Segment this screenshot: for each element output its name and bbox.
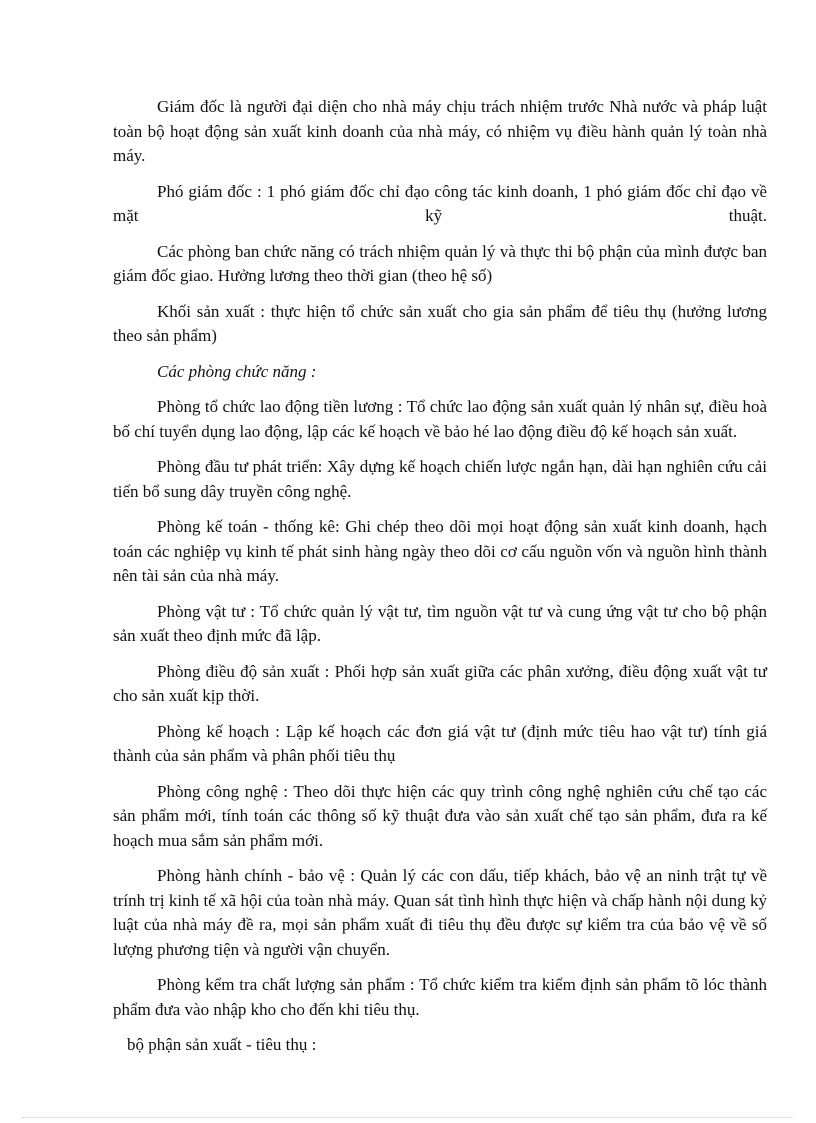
paragraph-director: Giám đốc là người đại diện cho nhà máy chịu trách nhiệm trước Nhà nước và pháp luật toàn bộ hoạt động sản xuất kinh doanh của nhà máy, có nhiệm vụ điều hành quản lý toàn nhà máy.: [113, 97, 767, 165]
paragraph-admin-security-room: Phòng hành chính - bảo vệ : Quản lý các con dấu, tiếp khách, bảo vệ an ninh trật tự về trính trị kinh tế xã hội của toàn nhà máy. Quan sát tình hình thực hiện và chấp hành nội dung kỷ luật của nhà máy đề ra, mọi sản phẩm xuất đi tiêu thụ đều được sự kiểm tra của bảo vệ về số lượng phương tiện và người vận chuyển.: [113, 866, 767, 959]
paragraph-quality-control-room: Phòng kểm tra chất lượng sản phẩm : Tổ chức kiểm tra kiểm định sản phẩm tõ lóc thành phẩm đưa vào nhập kho cho đến khi tiêu thụ.: [113, 975, 767, 1019]
section-heading-production-sales: bộ phận sản xuất - tiêu thụ :: [127, 1035, 317, 1054]
paragraph-dispatch-room: Phòng điều độ sản xuất : Phối hợp sản xuất giữa các phân xưởng, điều động xuất vật tư cho sản xuất kịp thời.: [113, 661, 767, 705]
paragraph-production-block: Khối sản xuất : thực hiện tổ chức sản xuất cho gia sản phẩm để tiêu thụ (hưởng lương theo sản phẩm): [113, 301, 767, 345]
footer-divider: [22, 1117, 794, 1118]
paragraph-investment-room: Phòng đầu tư phát triển: Xây dựng kế hoạch chiến lược ngắn hạn, dài hạn nghiên cứu cải tiến bổ sung dây truyền công nghệ.: [113, 457, 767, 501]
paragraph-accounting-room: Phòng kế toán - thống kê: Ghi chép theo dõi mọi hoạt động sản xuất kinh doanh, hạch toán các nghiệp vụ kinh tế phát sinh hàng ngày theo dõi cơ cấu nguồn vốn và nguồn hình thành nên tài sản của nhà máy.: [113, 517, 767, 585]
paragraph-technology-room: Phòng công nghệ : Theo dõi thực hiện các quy trình công nghệ nghiên cứu chế tạo các sản phẩm mới, tính toán các thông số kỹ thuật đưa vào sản xuất chế tạo sản phẩm, đưa ra kế hoạch mua sắm sản phẩm mới.: [113, 781, 767, 850]
paragraph-materials-room: Phòng vật tư : Tổ chức quản lý vật tư, tìm nguồn vật tư và cung ứng vật tư cho bộ phận sản xuất theo định mức đã lập.: [113, 601, 767, 645]
section-heading-functional-rooms: Các phòng chức năng :: [157, 361, 317, 381]
paragraph-planning-room: Phòng kế hoạch : Lập kế hoạch các đơn giá vật tư (định mức tiêu hao vật tư) tính giá thành của sản phẩm và phân phối tiêu thụ: [113, 721, 767, 765]
document-page: [113, 95, 767, 1069]
paragraph-deputy-director: Phó giám đốc : 1 phó giám đốc chỉ đạo công tác kinh doanh, 1 phó giám đốc chỉ đạo về mặt kỹ thuật.: [113, 181, 767, 225]
paragraph-labour-salary-room: Phòng tổ chức lao động tiền lương : Tổ chức lao động sản xuất quản lý nhân sự, điều hoà bố chí tuyển dụng lao động, lập các kế hoạch về bảo hé lao động điều độ kế hoạch sản xuất.: [113, 397, 767, 441]
paragraph-departments: Các phòng ban chức năng có trách nhiệm quản lý và thực thi bộ phận của mình được ban giám đốc giao. Hưởng lương theo thời gian (theo hệ số): [113, 241, 767, 285]
